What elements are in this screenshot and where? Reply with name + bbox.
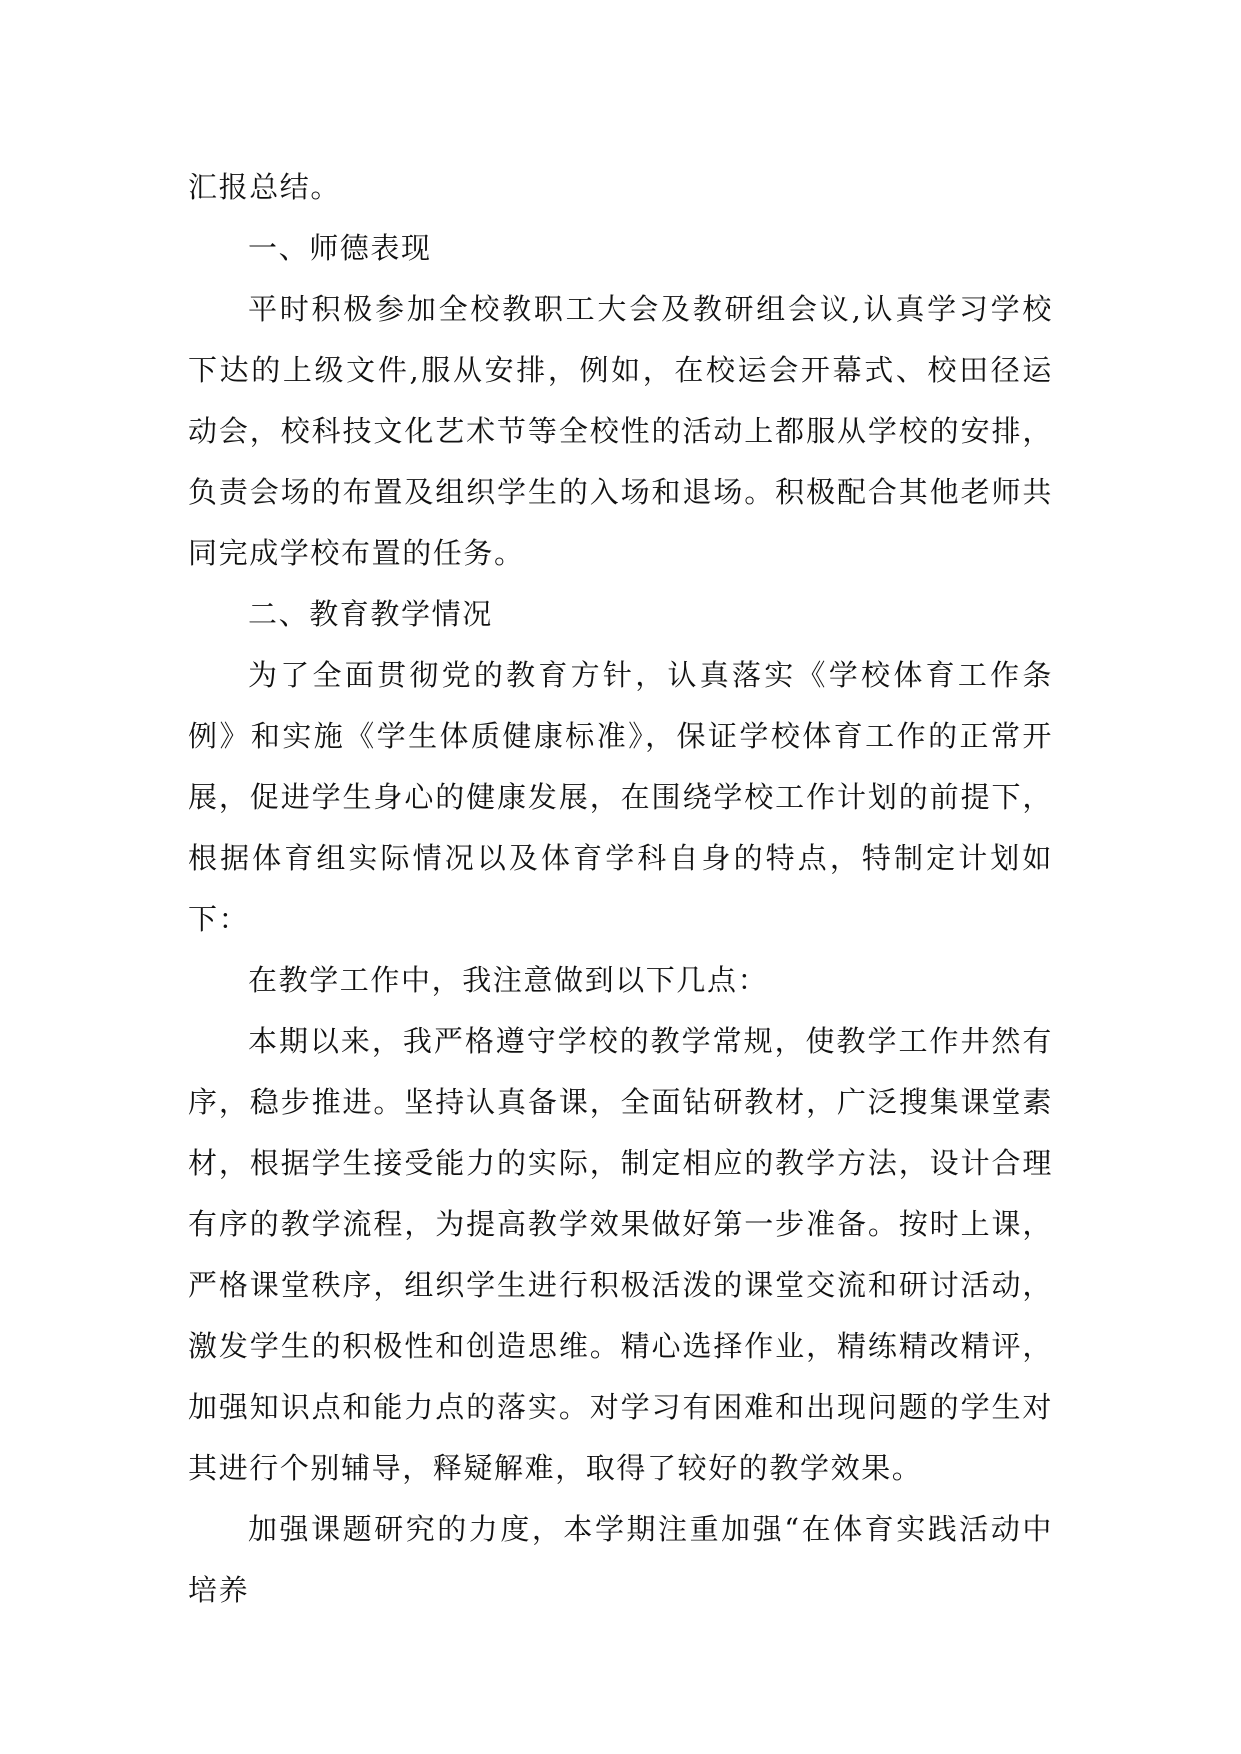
section-heading-teaching: 二、教育教学情况 [248,597,493,631]
paragraph-summary-tail: 汇报总结。 [188,170,342,204]
section-heading-teacher-ethics: 一、师德表现 [248,231,432,265]
paragraph-teacher-ethics: 平时积极参加全校教职工大会及教研组会议,认真学习学校下达的上级文件,服从安排，例如，在校运会开幕式、校田径运动会，校科技文化艺术节等全校性的活动上都服从学校的安排，负责会场的布置及组织学生的入场和退场。积极配合其他老师共同完成学校布置的任务。 [188,292,1053,570]
paragraph-teaching-routine: 本期以来，我严格遵守学校的教学常规，使教学工作井然有序，稳步推进。坚持认真备课，全面钻研教材，广泛搜集课堂素材，根据学生接受能力的实际，制定相应的教学方法，设计合理有序的教学流程，为提高教学效果做好第一步准备。按时上课，严格课堂秩序，组织学生进行积极活泼的课堂交流和研讨活动，激发学生的积极性和创造思维。精心选择作业，精练精改精评，加强知识点和能力点的落实。对学习有困难和出现问题的学生对其进行个别辅导，释疑解难，取得了较好的教学效果。 [188,1024,1053,1485]
document-body [188,157,1053,1621]
paragraph-teaching-plan: 为了全面贯彻党的教育方针，认真落实《学校体育工作条例》和实施《学生体质健康标准》，保证学校体育工作的正常开展，促进学生身心的健康发展，在围绕学校工作计划的前提下，根据体育组实际情况以及体育学科自身的特点，特制定计划如下： [188,658,1053,936]
paragraph-teaching-points-intro: 在教学工作中，我注意做到以下几点： [248,963,769,997]
paragraph-research: 加强课题研究的力度，本学期注重加强“在体育实践活动中培养 [188,1512,1053,1607]
